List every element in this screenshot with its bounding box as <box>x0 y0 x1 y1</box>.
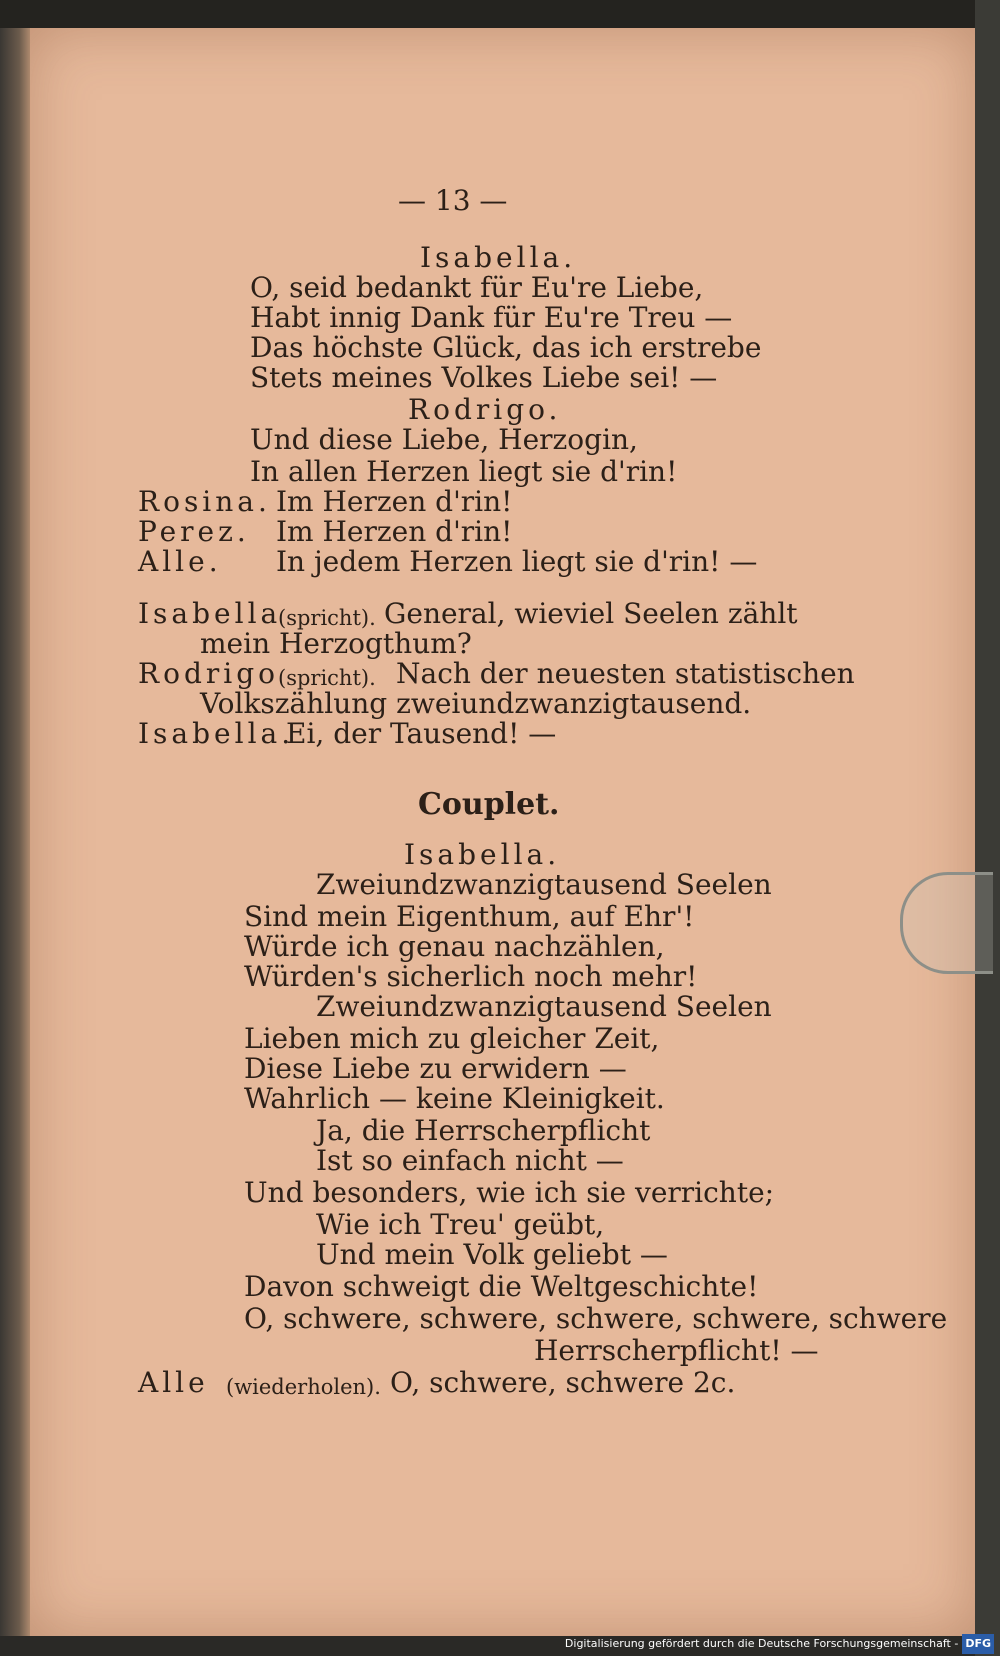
speaker-name: Rodrigo <box>138 657 279 690</box>
verse-line: In allen Herzen liegt sie d'rin! <box>250 455 678 488</box>
verse-line: Würden's sicherlich noch mehr! <box>244 960 698 993</box>
verse-line: Davon schweigt die Weltgeschichte! <box>244 1270 759 1303</box>
stage-direction: (spricht). <box>278 606 376 630</box>
speaker-name: Rodrigo. <box>408 393 562 426</box>
verse-line: O, schwere, schwere, schwere, schwere, schwere <box>244 1302 948 1335</box>
verse-line: O, seid bedankt für Eu're Liebe, <box>250 271 704 304</box>
speaker-name: Alle. <box>138 545 222 578</box>
verse-line: Herrscherpflicht! — <box>534 1334 819 1367</box>
verse-line: Diese Liebe zu erwidern — <box>244 1052 627 1085</box>
dfg-logo: DFG <box>962 1634 994 1654</box>
page-clip <box>900 872 993 974</box>
book-spine <box>0 28 32 1636</box>
stage-direction: (wiederholen). <box>226 1375 381 1399</box>
verse-line: Wahrlich — keine Kleinigkeit. <box>244 1082 665 1115</box>
verse-line: Lieben mich zu gleicher Zeit, <box>244 1022 660 1055</box>
speaker-name: Isabella. <box>404 838 561 871</box>
verse-line: Würde ich genau nachzählen, <box>244 930 665 963</box>
verse-line: Im Herzen d'rin! <box>276 485 513 518</box>
verse-line: Zweiundzwanzigtausend Seelen <box>316 990 772 1023</box>
verse-line: Und besonders, wie ich sie verrichte; <box>244 1176 775 1209</box>
verse-line: Ist so einfach nicht — <box>316 1144 624 1177</box>
section-title: Couplet. <box>418 787 560 822</box>
speaker-name: Alle <box>138 1366 209 1399</box>
speaker-name: Isabella <box>138 597 282 630</box>
verse-line: Im Herzen d'rin! <box>276 515 513 548</box>
page-number: — 13 — <box>398 184 508 217</box>
prose-line: Volkszählung zweiundzwanzigtausend. <box>200 687 752 720</box>
verse-line: Zweiundzwanzigtausend Seelen <box>316 868 772 901</box>
verse-line: In jedem Herzen liegt sie d'rin! — <box>276 545 758 578</box>
prose-line: Nach der neuesten statistischen <box>396 657 855 690</box>
speaker-name: Perez. <box>138 515 250 548</box>
verse-line: Sind mein Eigenthum, auf Ehr'! <box>244 900 695 933</box>
scan-right-edge <box>975 0 1000 1656</box>
verse-line: Und mein Volk geliebt — <box>316 1238 668 1271</box>
verse-line: Ja, die Herrscherpflicht <box>316 1114 651 1147</box>
verse-line: Wie ich Treu' geübt, <box>316 1208 605 1241</box>
verse-line: O, schwere, schwere 2c. <box>390 1366 736 1399</box>
scan-top-edge <box>0 0 1000 28</box>
speaker-name: Isabella. <box>420 241 577 274</box>
verse-line: Und diese Liebe, Herzogin, <box>250 423 638 456</box>
verse-line: Stets meines Volkes Liebe sei! — <box>250 361 718 394</box>
prose-line: Ei, der Tausend! — <box>286 717 557 750</box>
prose-line: mein Herzogthum? <box>200 627 472 660</box>
footer-text: Digitalisierung gefördert durch die Deutsche Forschungsgemeinschaft - <box>564 1637 959 1650</box>
verse-line: Habt innig Dank für Eu're Treu — <box>250 301 733 334</box>
verse-line: Das höchste Glück, das ich erstrebe <box>250 331 762 364</box>
stage-direction: (spricht). <box>278 666 376 690</box>
speaker-name: Rosina. <box>138 485 271 518</box>
prose-line: General, wieviel Seelen zählt <box>384 597 798 630</box>
digitization-footer <box>565 1634 994 1654</box>
speaker-name: Isabella. <box>138 717 295 750</box>
